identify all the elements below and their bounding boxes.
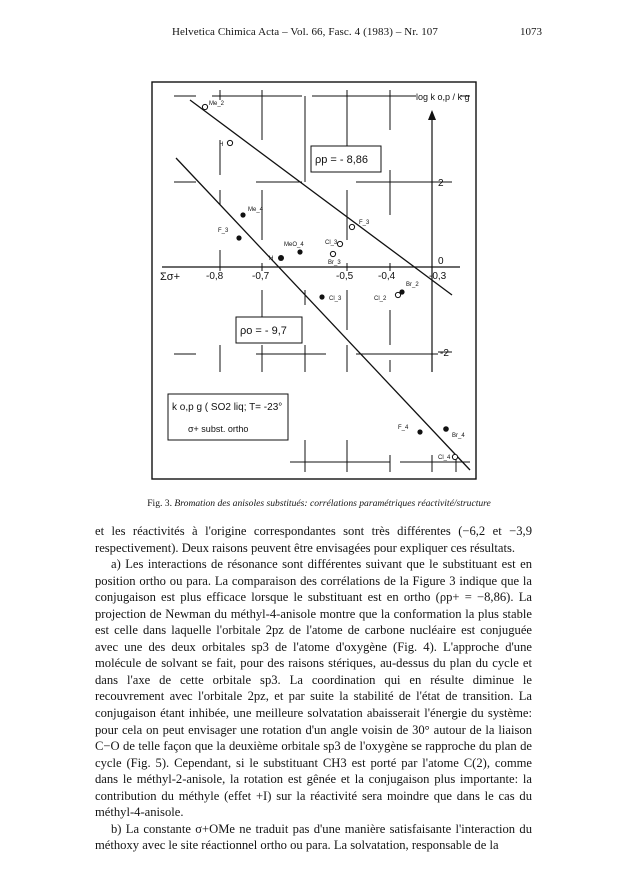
- point-label: F_3: [359, 220, 370, 226]
- point-label: Cl_4: [438, 455, 451, 461]
- paragraph: a) Les interactions de résonance sont différentes suivant que le substituant est en position ortho ou para. La comparaison des corrélations de la Figure 3 indique que la conjugaison est plus efficace lorsque le substituant est en ortho (ρp+ = −8,86). La projection de Newman du méthyl-4-anisole montre que la conformation la plus stable est celle dans laquelle l'orbitale 2pz de l'atome de carbone nucléaire est conjuguée avec une des deux orbitales sp3 de l'atome d'oxygène (Fig. 4). L'approche d'une molécule de solvant se fait, pour des raisons stériques, au-dessus du plan du cycle et dans l'axe de cette orbitale sp3. La coordination qui en résulte diminue le recouvrement avec l'orbitale 2pz, et par suite la stabilité de l'état de transition. La conjugaison étant inhibée, une meilleure solvatation abaisserait l'énergie du système: pour cela on peut envisager une rotation d'un angle voisin de 30° autour de la liaison C−O de telle façon que la deuxième orbitale sp3 de l'oxygène se rapproche du plan de cycle (Fig. 5). Cependant, si le substituant CH3 est porté par l'atome C(2), comme dans le méthyl-2-anisole, la rotation est gênée et la conjugaison plus importante: la contribution du méthyle (effet +I) sur la réactivité sera moindre que dans le cas du méthyl-4-anisole.: [95, 557, 532, 820]
- point-label: Br_3: [328, 260, 341, 266]
- regression-line-para: [190, 100, 452, 295]
- point-label: Br_4: [452, 433, 465, 439]
- point-cl4: [452, 454, 457, 459]
- figure-caption: [94, 498, 544, 509]
- point-label: Cl_3: [325, 240, 338, 246]
- running-head: Helvetica Chimica Acta – Vol. 66, Fasc. 4 (1983) – Nr. 107: [172, 26, 438, 38]
- point-label: Br_2: [406, 282, 419, 288]
- point-label: H: [219, 142, 224, 148]
- point-f3-para: [349, 224, 354, 229]
- x-tick-label: -0,8: [206, 271, 224, 282]
- point-me4: [240, 212, 245, 217]
- x-tick-label: -0,5: [336, 271, 354, 282]
- caption-title: Bromation des anisoles substitués: corrélations paramétriques réactivité/structure: [174, 498, 491, 509]
- point-meo4: [297, 249, 302, 254]
- x-axis-label: Σσ+: [160, 271, 181, 283]
- point-f3-ortho: [236, 235, 241, 240]
- rho-para-label: ρp = - 8,86: [315, 154, 369, 166]
- point-label: MeO_4: [284, 242, 304, 248]
- body-text: [95, 523, 532, 854]
- y-tick-label: 2: [438, 178, 444, 189]
- point-cl2: [395, 292, 400, 297]
- paragraph: b) La constante σ+OMe ne traduit pas d'une manière satisfaisante l'interaction du méthoxy avec le site réactionnel ortho ou para. La solvatation, responsable de la: [95, 821, 532, 853]
- point-label: F_4: [398, 425, 409, 431]
- caption-lead: Fig. 3.: [147, 498, 172, 509]
- y-axis-arrow: [428, 110, 436, 120]
- x-tick-label: -0,4: [378, 271, 396, 282]
- point-cl3-para: [337, 241, 342, 246]
- point-br3-para: [330, 251, 335, 256]
- point-br4: [443, 426, 449, 432]
- point-label: Cl_2: [374, 296, 387, 302]
- point-h-ortho: [278, 255, 284, 261]
- point-label: Me_4: [248, 207, 264, 213]
- x-tick-label: -0,3: [429, 271, 447, 282]
- point-cl3-ortho: [319, 294, 324, 299]
- y-tick-label: 0: [438, 256, 444, 267]
- y-tick-label: -2: [440, 348, 449, 359]
- point-me2: [202, 104, 207, 109]
- point-label: F_3: [218, 228, 229, 234]
- page-number: 1073: [520, 26, 542, 38]
- rho-ortho-label: ρo = - 9,7: [240, 325, 287, 337]
- point-label: Me_2: [209, 101, 225, 107]
- point-f4: [417, 429, 422, 434]
- x-tick-label: -0,7: [252, 271, 270, 282]
- point-label: Cl_3: [329, 296, 342, 302]
- legend-line-1: k o,p g ( SO2 liq; T= -23°: [172, 402, 283, 413]
- point-h-para: [227, 140, 232, 145]
- y-axis-label: log k o,p / k g: [416, 92, 470, 102]
- point-label: H: [269, 256, 274, 262]
- paragraph: et les réactivités à l'origine correspondantes sont très différentes (−6,2 et −3,9 respectivement). Deux raisons peuvent être envisagées pour expliquer ces résultats.: [95, 524, 532, 555]
- legend-line-2: σ+ subst. ortho: [188, 424, 249, 434]
